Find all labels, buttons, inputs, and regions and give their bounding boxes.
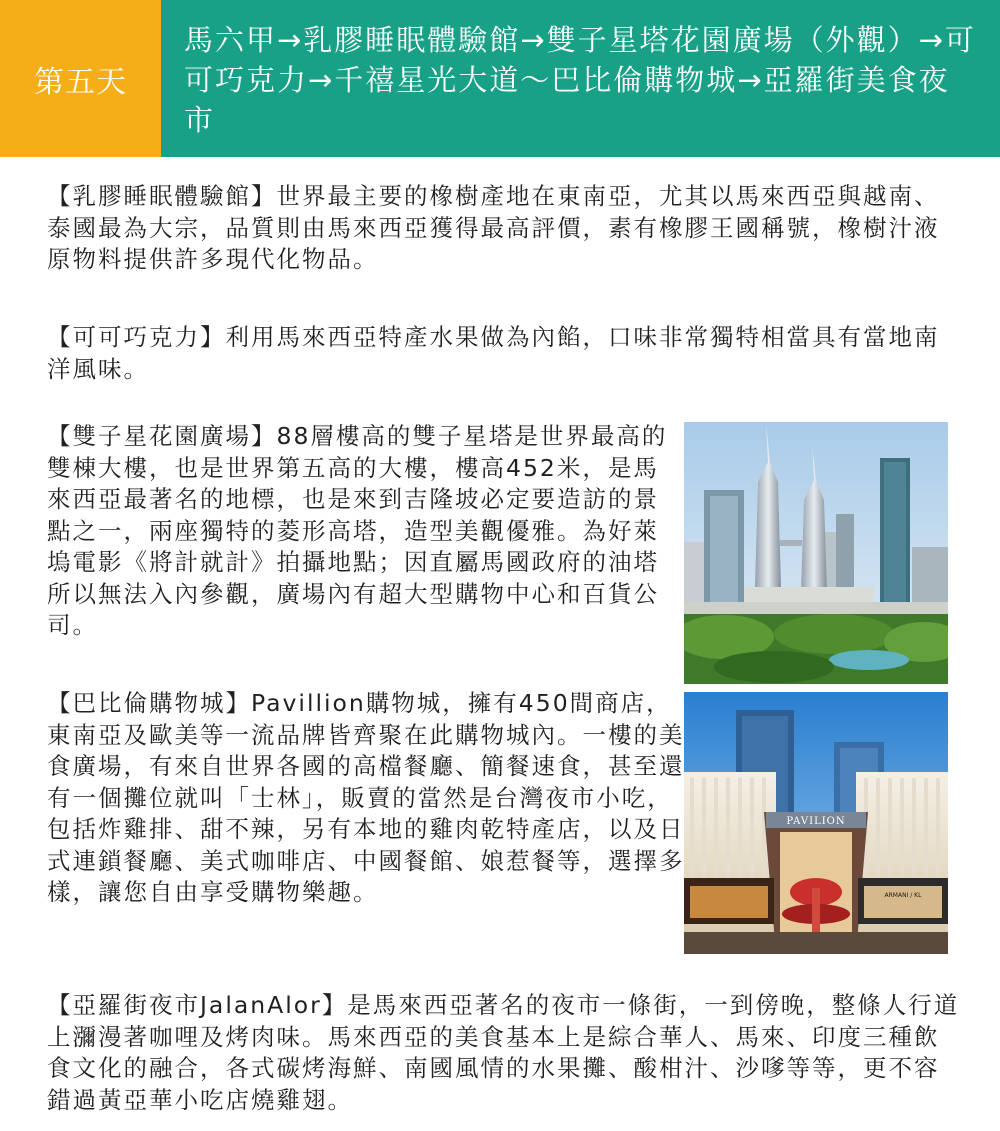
paragraph-jalan-alor: 【亞羅街夜市JalanAlor】是馬來西亞著名的夜市一條街，一到傍晚，整條人行道上瀰漫著咖哩及烤肉味。馬來西亞的美食基本上是綜合華人、馬來、印度三種飲食文化的融合，各式碳烤海鮮、南國風情的水果攤、酸柑汁、沙嗲等等，更不容錯過黃亞華小吃店燒雞翅。	[47, 991, 960, 1114]
paragraph-chocolate: 【可可巧克力】利用馬來西亞特產水果做為內餡，口味非常獨特相當具有當地南洋風味。	[47, 323, 940, 383]
twin-towers-photo	[684, 422, 948, 684]
paragraph-latex-experience: 【乳膠睡眠體驗館】世界最主要的橡樹產地在東南亞，尤其以馬來西亞與越南、泰國最為大宗，品質則由馬來西亞獲得最高評價，素有橡膠王國稱號，橡樹汁液原物料提供許多現代化物品。	[47, 182, 940, 273]
paragraph-twin-towers: 【雙子星花園廣場】88層樓高的雙子星塔是世界最高的雙棟大樓，也是世界第五高的大樓，樓高452米，是馬來西亞最著名的地標，也是來到吉隆坡必定要造訪的景點之一，兩座獨特的菱形高塔，造型美觀優雅。為好萊塢電影《將計就計》拍攝地點；因直屬馬國政府的油塔所以無法入內參觀，廣場內有超大型購物中心和百貨公司。	[47, 422, 668, 639]
day-label: 第五天	[0, 0, 161, 157]
itinerary-route: 馬六甲→乳膠睡眠體驗館→雙子星塔花園廣場（外觀）→可可巧克力→千禧星光大道～巴比倫購物城→亞羅街美食夜市	[161, 0, 1000, 157]
paragraph-pavilion-mall: 【巴比倫購物城】Pavillion購物城，擁有450間商店，東南亞及歐美等一流品牌皆齊聚在此購物城內。一樓的美食廣場，有來自世界各國的高檔餐廳、簡餐速食，甚至還有一個攤位就叫「士林」，販賣的當然是台灣夜市小吃，包括炸雞排、甜不辣，另有本地的雞肉乾特產店，以及日式連鎖餐廳、美式咖啡店、中國餐館、娘惹餐等，選擇多樣，讓您自由享受購物樂趣。	[47, 689, 685, 906]
day-header	[0, 0, 1000, 157]
pavilion-sign: PAVILION	[786, 816, 846, 827]
pavilion-mall-photo	[684, 692, 948, 954]
store-sign: ARMANI / KL	[884, 892, 922, 899]
